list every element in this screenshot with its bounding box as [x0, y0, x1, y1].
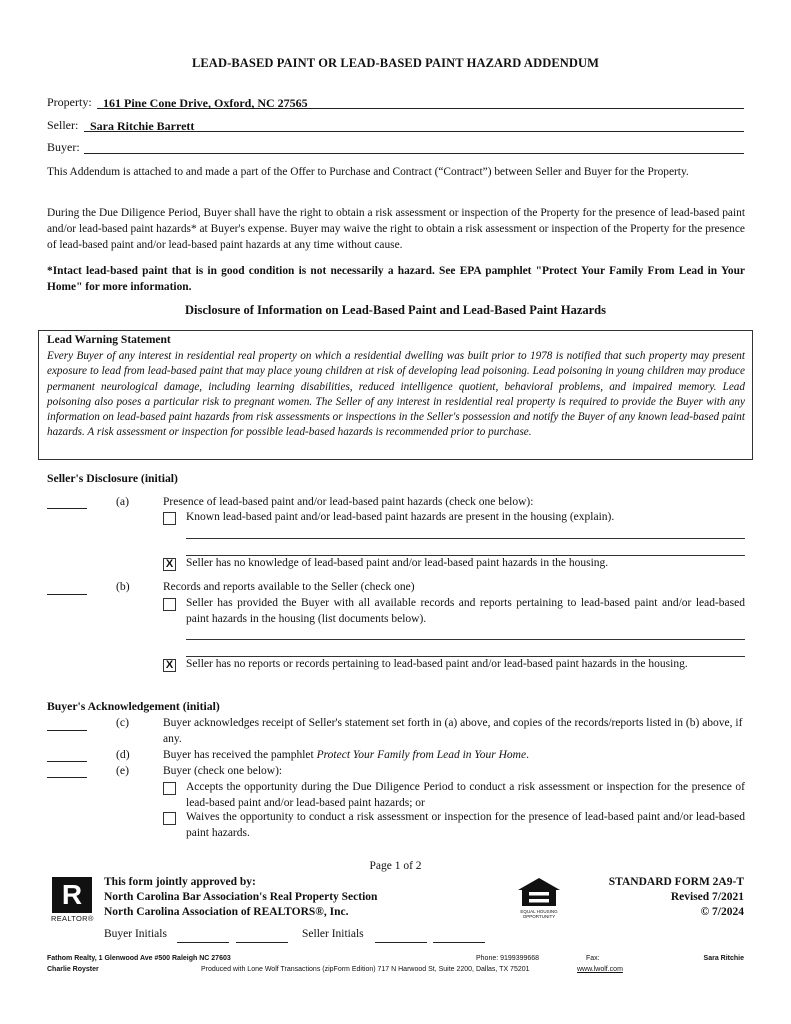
no-records-label: Seller has no reports or records pertaining to lead-based paint and/or lead-based paint hazards in the housing.: [186, 658, 688, 670]
disclosure-title: Disclosure of Information on Lead-Based Paint and Lead-Based Paint Hazards: [185, 303, 606, 317]
no-records-checkbox[interactable]: [163, 659, 176, 672]
records-provided-label: Seller has provided the Buyer with all available records and reports pertaining to lead-based paint and/or lead-based paint hazards in the housing (list documents below).: [186, 597, 745, 625]
buyer-label: Buyer:: [47, 140, 80, 154]
no-knowledge-checkbox[interactable]: [163, 558, 176, 571]
buyer-initials-line-1[interactable]: [177, 942, 229, 943]
buyer-initials-line-2[interactable]: [236, 942, 288, 943]
no-knowledge-label: Seller has no knowledge of lead-based paint and/or lead-based paint hazards in the housing.: [186, 557, 609, 569]
approved-line-1: This form jointly approved by:: [104, 876, 256, 888]
client-name: Sara Ritchie: [703, 955, 744, 962]
item-c-text: Buyer acknowledges receipt of Seller's statement set forth in (a) above, and copies of the records/reports listed in (b) above, if any.: [163, 717, 743, 745]
document-title: LEAD-BASED PAINT OR LEAD-BASED PAINT HAZARD ADDENDUM: [191, 56, 600, 70]
page-number: Page 1 of 2: [369, 860, 422, 872]
seller-label: Seller:: [47, 118, 79, 132]
known-paint-checkbox[interactable]: [163, 512, 176, 525]
item-a-text: Presence of lead-based paint and/or lead-based paint hazards (check one below):: [163, 496, 534, 508]
buyer-initials-label: Buyer Initials: [104, 928, 167, 940]
lead-warning-text: Every Buyer of any interest in residential real property on which a residential dwelling was built prior to 1978 is notified that such property may present exposure to lead from lead-based paint that may place young children at risk of developing lead poisoning. Lead poisoning in young children may produce permanent neurological damage, including learning disabilities, reduced intelligence quotient, behavioral problems, and impaired memory. Lead poisoning also poses a particular risk to pregnant women. The Seller of any interest in residential real property is required to provide the Buyer with any information on lead-based paint hazards from risk assessments or inspections in the Seller's possession and notify the Buyer of any known lead-based paint hazards. A risk assessment or inspection for possible lead-based hazards is recommended prior to purchase.: [47, 350, 745, 439]
agency-phone: Phone: 9199399668: [476, 955, 540, 962]
item-d-text-post: .: [526, 749, 529, 761]
seller-initials-label: Seller Initials: [302, 928, 364, 940]
form-revised: Revised 7/2021: [670, 891, 744, 903]
agent-name: Charlie Royster: [47, 966, 99, 973]
lead-warning-heading: Lead Warning Statement: [47, 334, 171, 346]
accepts-opportunity-checkbox[interactable]: [163, 782, 176, 795]
seller-disclosure-heading: Seller's Disclosure (initial): [47, 472, 178, 485]
waives-opportunity-label: Waives the opportunity to conduct a risk assessment or inspection for the presence of lead-based paint and/or lead-based paint hazards.: [186, 811, 745, 839]
pamphlet-title: Protect Your Family from Lead in Your Home: [316, 749, 527, 761]
epa-note: *Intact lead-based paint that is in good condition is not necessarily a hazard. See EPA pamphlet "Protect Your Family From Lead in Your Home" for more information.: [47, 265, 745, 293]
agency-info: Fathom Realty, 1 Glenwood Ave #500 Raleigh NC 27603: [47, 955, 231, 962]
buyer-initial-d[interactable]: [47, 761, 87, 762]
equal-housing-text: EQUAL HOUSING OPPORTUNITY: [520, 909, 558, 919]
item-letter-b: (b): [116, 580, 130, 593]
item-d-text: [163, 747, 745, 763]
buyer-value: [84, 141, 90, 155]
item-b-text: Records and reports available to the Seller (check one): [163, 581, 415, 593]
buyer-initial-e[interactable]: [47, 777, 87, 778]
addendum-paragraph: This Addendum is attached to and made a part of the Offer to Purchase and Contract (“Contract”) between Seller and Buyer for the Property.: [47, 166, 689, 178]
accepts-opportunity-label: Accepts the opportunity during the Due Diligence Period to conduct a risk assessment or inspection for the presence of lead-based paint and/or lead-based paint hazards; or: [186, 781, 745, 809]
item-letter-a: (a): [116, 495, 129, 508]
seller-initials-line-1[interactable]: [375, 942, 427, 943]
seller-value: Sara Ritchie Barrett: [90, 119, 195, 133]
form-number: STANDARD FORM 2A9-T: [608, 876, 744, 888]
known-paint-label: Known lead-based paint and/or lead-based paint hazards are present in the housing (explain).: [186, 511, 615, 523]
property-label: Property:: [47, 95, 92, 109]
explain-line-1[interactable]: [186, 538, 745, 539]
buyer-ack-heading: Buyer's Acknowledgement (initial): [47, 700, 220, 713]
item-d-text-pre: Buyer has received the pamphlet: [163, 749, 317, 761]
due-diligence-paragraph: During the Due Diligence Period, Buyer shall have the right to obtain a risk assessment or inspection of the Property for the presence of lead-based paint and/or lead-based paint hazards* at Buyer's expense. Buyer may waive the right to obtain a risk assessment or inspection of the Property for the presence of lead-based paint and/or lead-based paint hazards at any time without cause.: [47, 207, 745, 251]
property-value: 161 Pine Cone Drive, Oxford, NC 27565: [103, 96, 308, 110]
item-letter-e: (e): [116, 764, 129, 777]
buyer-initial-c[interactable]: [47, 730, 87, 731]
property-field[interactable]: [97, 94, 744, 109]
documents-line-1[interactable]: [186, 639, 745, 640]
equal-housing-icon: [514, 876, 564, 918]
item-letter-d: (d): [116, 748, 130, 761]
check-mark-icon: X: [165, 558, 174, 570]
realtor-r-icon: R: [61, 879, 83, 910]
buyer-field[interactable]: [84, 139, 744, 154]
item-e-text: Buyer (check one below):: [163, 765, 283, 777]
check-mark-icon: X: [165, 659, 174, 671]
form-copyright: © 7/2024: [700, 906, 744, 918]
realtor-logo-text: REALTOR®: [51, 914, 94, 923]
seller-field[interactable]: [84, 117, 744, 132]
approved-line-3: North Carolina Association of REALTORS®, Inc.: [104, 906, 349, 918]
agency-fax: Fax:: [586, 955, 600, 962]
seller-initial-a[interactable]: [47, 508, 87, 509]
produced-by: Produced with Lone Wolf Transactions (zipForm Edition) 717 N Harwood St, Suite 2200, Dallas, TX 75201: [201, 966, 530, 973]
item-letter-c: (c): [116, 716, 129, 729]
approved-line-2: North Carolina Bar Association's Real Property Section: [104, 891, 378, 903]
waives-opportunity-checkbox[interactable]: [163, 812, 176, 825]
lwolf-link[interactable]: www.lwolf.com: [577, 966, 623, 973]
seller-initial-b[interactable]: [47, 594, 87, 595]
records-provided-checkbox[interactable]: [163, 598, 176, 611]
seller-initials-line-2[interactable]: [433, 942, 485, 943]
